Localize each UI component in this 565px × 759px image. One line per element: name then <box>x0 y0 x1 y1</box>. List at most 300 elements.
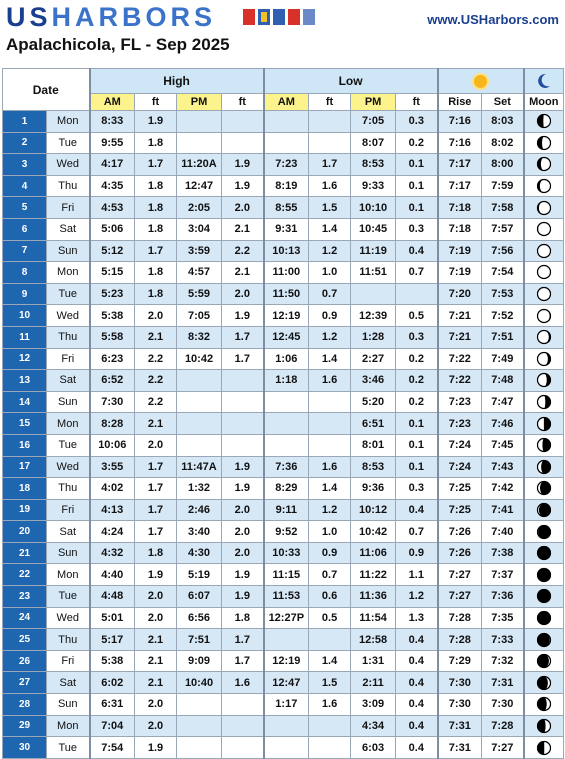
low-pm-height: 0.4 <box>396 499 438 521</box>
high-pm-time: 10:40 <box>177 672 222 694</box>
sunrise: 7:21 <box>438 305 482 327</box>
low-am-time: 11:50 <box>264 283 309 305</box>
moon-phase <box>524 521 564 543</box>
sun-icon <box>474 75 487 88</box>
table-row <box>3 132 564 154</box>
moon-phase <box>524 413 564 435</box>
low-pm-height: 0.1 <box>396 434 438 456</box>
high-am-time: 5:06 <box>90 218 135 240</box>
low-am-height: 1.6 <box>309 370 351 392</box>
day-number: 4 <box>3 175 47 197</box>
moon-phase-icon <box>536 221 552 237</box>
sunrise: 7:28 <box>438 629 482 651</box>
high-am-height: 1.8 <box>135 542 177 564</box>
day-number: 13 <box>3 370 47 392</box>
moon-phase <box>524 564 564 586</box>
low-am-height: 1.4 <box>309 478 351 500</box>
moon-phase-icon <box>536 653 552 669</box>
high-am-time: 5:38 <box>90 305 135 327</box>
high-am-time: 5:12 <box>90 240 135 262</box>
low-am-time: 7:36 <box>264 456 309 478</box>
table-row <box>3 456 564 478</box>
high-am-height: 1.9 <box>135 564 177 586</box>
low-am-time: 1:17 <box>264 694 309 716</box>
high-pm-time: 3:04 <box>177 218 222 240</box>
high-pm-height: 1.9 <box>222 456 264 478</box>
high-pm-height: 2.0 <box>222 521 264 543</box>
low-pm-time: 10:42 <box>351 521 396 543</box>
high-pm-height: 2.0 <box>222 197 264 219</box>
low-am-height: 0.7 <box>309 564 351 586</box>
high-pm-time <box>177 694 222 716</box>
day-of-week: Sun <box>47 694 90 716</box>
low-pm-height: 0.4 <box>396 694 438 716</box>
high-am-time: 6:02 <box>90 672 135 694</box>
sunrise: 7:16 <box>438 132 482 154</box>
low-am-time: 1:18 <box>264 370 309 392</box>
low-pm-height: 1.2 <box>396 586 438 608</box>
high-pm-time: 7:51 <box>177 629 222 651</box>
day-of-week: Sun <box>47 542 90 564</box>
sunset: 7:36 <box>482 586 524 608</box>
sunset: 7:46 <box>482 413 524 435</box>
moon-phase <box>524 370 564 392</box>
day-number: 6 <box>3 218 47 240</box>
high-am-time: 6:23 <box>90 348 135 370</box>
low-pm-height: 1.3 <box>396 607 438 629</box>
low-pm-time: 8:53 <box>351 456 396 478</box>
sunset: 7:47 <box>482 391 524 413</box>
high-am-time: 5:01 <box>90 607 135 629</box>
low-am-time <box>264 629 309 651</box>
low-am-height <box>309 413 351 435</box>
day-number: 21 <box>3 542 47 564</box>
low-pm-height: 0.4 <box>396 672 438 694</box>
moon-label-header: Moon <box>524 94 564 111</box>
moon-phase <box>524 650 564 672</box>
low-am-height: 1.2 <box>309 499 351 521</box>
day-number: 14 <box>3 391 47 413</box>
low-pm-time: 8:07 <box>351 132 396 154</box>
low-pm-height: 0.9 <box>396 542 438 564</box>
high-pm-height: 1.9 <box>222 305 264 327</box>
table-row <box>3 111 564 133</box>
low-am-height: 1.6 <box>309 694 351 716</box>
sunset: 7:31 <box>482 672 524 694</box>
high-pm-height: 2.2 <box>222 240 264 262</box>
low-am-time <box>264 715 309 737</box>
low-am-time: 8:55 <box>264 197 309 219</box>
day-number: 15 <box>3 413 47 435</box>
moon-phase-icon <box>536 740 552 756</box>
sunrise: 7:23 <box>438 413 482 435</box>
low-pm-height: 0.4 <box>396 240 438 262</box>
moon-phase <box>524 629 564 651</box>
moon-phase-icon <box>536 567 552 583</box>
high-am-time: 5:58 <box>90 326 135 348</box>
low-am-time: 11:15 <box>264 564 309 586</box>
sunset: 7:30 <box>482 694 524 716</box>
moon-phase <box>524 694 564 716</box>
high-pm-header: PM <box>177 94 222 111</box>
high-pm-time: 2:46 <box>177 499 222 521</box>
sunrise: 7:31 <box>438 715 482 737</box>
day-of-week: Fri <box>47 650 90 672</box>
moon-phase-icon <box>536 588 552 604</box>
high-am-height: 2.1 <box>135 672 177 694</box>
low-am-time <box>264 132 309 154</box>
low-am-time: 1:06 <box>264 348 309 370</box>
sunrise: 7:18 <box>438 218 482 240</box>
day-number: 7 <box>3 240 47 262</box>
low-pm-header: PM <box>351 94 396 111</box>
sunrise: 7:24 <box>438 456 482 478</box>
table-row <box>3 521 564 543</box>
day-number: 22 <box>3 564 47 586</box>
moon-phase-icon <box>536 243 552 259</box>
day-of-week: Sat <box>47 370 90 392</box>
sunset: 7:52 <box>482 305 524 327</box>
low-pm-time: 8:53 <box>351 154 396 176</box>
day-of-week: Sun <box>47 391 90 413</box>
low-pm-time: 11:06 <box>351 542 396 564</box>
day-number: 17 <box>3 456 47 478</box>
low-am-time <box>264 434 309 456</box>
low-pm-time: 5:20 <box>351 391 396 413</box>
day-number: 26 <box>3 650 47 672</box>
sunrise: 7:17 <box>438 175 482 197</box>
day-of-week: Tue <box>47 586 90 608</box>
table-row <box>3 694 564 716</box>
high-pm-time: 9:09 <box>177 650 222 672</box>
moon-phase <box>524 111 564 133</box>
high-am-height: 1.8 <box>135 218 177 240</box>
high-am-height: 2.0 <box>135 715 177 737</box>
low-pm-time <box>351 283 396 305</box>
moon-phase-icon <box>536 329 552 345</box>
sunset: 7:37 <box>482 564 524 586</box>
day-number: 12 <box>3 348 47 370</box>
moon-header <box>524 69 564 94</box>
high-pm-height: 1.7 <box>222 348 264 370</box>
high-am-time: 5:15 <box>90 262 135 284</box>
low-am-height: 1.6 <box>309 456 351 478</box>
moon-phase <box>524 262 564 284</box>
day-number: 19 <box>3 499 47 521</box>
sunset: 8:00 <box>482 154 524 176</box>
high-am-height: 1.8 <box>135 132 177 154</box>
sunrise: 7:23 <box>438 391 482 413</box>
crescent-moon-icon <box>537 73 551 89</box>
high-pm-time: 10:42 <box>177 348 222 370</box>
flag-2-icon <box>258 9 270 25</box>
day-number: 5 <box>3 197 47 219</box>
high-am-height: 2.0 <box>135 586 177 608</box>
table-row <box>3 542 564 564</box>
low-am-time: 10:13 <box>264 240 309 262</box>
low-pm-height: 0.7 <box>396 521 438 543</box>
low-am-height: 1.2 <box>309 326 351 348</box>
table-row <box>3 434 564 456</box>
moon-phase <box>524 586 564 608</box>
low-pm-time: 7:05 <box>351 111 396 133</box>
low-am-height <box>309 132 351 154</box>
high-am-height: 2.2 <box>135 370 177 392</box>
sunrise: 7:30 <box>438 672 482 694</box>
low-pm-time: 1:28 <box>351 326 396 348</box>
high-pm-height: 2.1 <box>222 262 264 284</box>
low-pm-time: 4:34 <box>351 715 396 737</box>
low-pm-height: 0.3 <box>396 478 438 500</box>
table-row <box>3 607 564 629</box>
high-am-height: 2.2 <box>135 391 177 413</box>
sunrise: 7:24 <box>438 434 482 456</box>
high-am-height: 2.0 <box>135 305 177 327</box>
sunset: 8:02 <box>482 132 524 154</box>
moon-phase-icon <box>536 718 552 734</box>
day-of-week: Tue <box>47 283 90 305</box>
low-pm-height: 0.5 <box>396 305 438 327</box>
day-number: 8 <box>3 262 47 284</box>
day-number: 2 <box>3 132 47 154</box>
sunrise: 7:19 <box>438 240 482 262</box>
day-number: 24 <box>3 607 47 629</box>
low-pm-height: 0.4 <box>396 650 438 672</box>
high-am-time: 4:02 <box>90 478 135 500</box>
high-pm-height: 1.9 <box>222 586 264 608</box>
high-pm-height: 2.0 <box>222 499 264 521</box>
moon-phase-icon <box>536 156 552 172</box>
moon-phase <box>524 672 564 694</box>
day-of-week: Fri <box>47 197 90 219</box>
high-pm-height: 1.7 <box>222 650 264 672</box>
low-pm-height: 0.1 <box>396 197 438 219</box>
high-pm-time: 3:40 <box>177 521 222 543</box>
low-pm-time: 11:36 <box>351 586 396 608</box>
website-link[interactable]: www.USHarbors.com <box>427 12 559 27</box>
sunset: 7:38 <box>482 542 524 564</box>
sunset: 7:43 <box>482 456 524 478</box>
high-pm-time: 5:19 <box>177 564 222 586</box>
high-pm-time: 11:20A <box>177 154 222 176</box>
moon-phase-icon <box>536 480 552 496</box>
sunrise: 7:22 <box>438 370 482 392</box>
flag-4-icon <box>288 9 300 25</box>
high-am-height: 1.7 <box>135 154 177 176</box>
table-row <box>3 175 564 197</box>
high-pm-height <box>222 370 264 392</box>
low-am-time: 8:19 <box>264 175 309 197</box>
sunset: 7:32 <box>482 650 524 672</box>
day-of-week: Tue <box>47 132 90 154</box>
sunrise: 7:30 <box>438 694 482 716</box>
high-pm-time <box>177 737 222 759</box>
low-am-time: 12:47 <box>264 672 309 694</box>
sunset: 7:49 <box>482 348 524 370</box>
high-pm-height: 2.1 <box>222 218 264 240</box>
low-pm-height: 0.7 <box>396 262 438 284</box>
high-pm-height: 1.6 <box>222 672 264 694</box>
high-am-time: 4:17 <box>90 154 135 176</box>
moon-phase-icon <box>536 264 552 280</box>
high-am-time: 4:53 <box>90 197 135 219</box>
moon-phase-icon <box>536 286 552 302</box>
high-am-height: 2.1 <box>135 629 177 651</box>
low-pm-height: 1.1 <box>396 564 438 586</box>
low-am-height: 1.7 <box>309 154 351 176</box>
high-pm-height <box>222 694 264 716</box>
sunrise: 7:25 <box>438 478 482 500</box>
high-am-time: 4:48 <box>90 586 135 608</box>
low-pm-height: 0.2 <box>396 370 438 392</box>
low-am-header: AM <box>264 94 309 111</box>
high-pm-height: 1.8 <box>222 607 264 629</box>
high-pm-ft-header: ft <box>222 94 264 111</box>
high-am-time: 10:06 <box>90 434 135 456</box>
table-row <box>3 283 564 305</box>
high-am-time: 4:40 <box>90 564 135 586</box>
high-pm-height <box>222 715 264 737</box>
moon-phase-icon <box>536 675 552 691</box>
day-of-week: Mon <box>47 564 90 586</box>
table-row <box>3 672 564 694</box>
day-of-week: Mon <box>47 413 90 435</box>
high-am-ft-header: ft <box>135 94 177 111</box>
sunrise: 7:26 <box>438 521 482 543</box>
low-pm-height: 0.1 <box>396 413 438 435</box>
day-of-week: Sun <box>47 240 90 262</box>
sunrise: 7:26 <box>438 542 482 564</box>
sunset: 7:59 <box>482 175 524 197</box>
moon-phase <box>524 478 564 500</box>
day-of-week: Fri <box>47 499 90 521</box>
moon-phase <box>524 456 564 478</box>
logo-harbors: HARBORS <box>51 2 217 32</box>
high-am-time: 8:33 <box>90 111 135 133</box>
table-row <box>3 326 564 348</box>
low-pm-time: 2:11 <box>351 672 396 694</box>
day-of-week: Tue <box>47 434 90 456</box>
day-of-week: Wed <box>47 456 90 478</box>
low-pm-time: 2:27 <box>351 348 396 370</box>
moon-phase-icon <box>536 394 552 410</box>
table-row <box>3 348 564 370</box>
sunset: 7:28 <box>482 715 524 737</box>
low-am-height: 1.6 <box>309 175 351 197</box>
low-pm-time: 11:51 <box>351 262 396 284</box>
low-pm-time: 10:10 <box>351 197 396 219</box>
moon-phase <box>524 240 564 262</box>
low-am-time: 11:00 <box>264 262 309 284</box>
high-pm-height: 1.9 <box>222 175 264 197</box>
moon-phase-icon <box>536 502 552 518</box>
high-am-height: 1.8 <box>135 283 177 305</box>
high-am-time: 5:17 <box>90 629 135 651</box>
low-am-height: 1.5 <box>309 197 351 219</box>
high-am-height: 1.8 <box>135 175 177 197</box>
low-am-ft-header: ft <box>309 94 351 111</box>
table-row <box>3 586 564 608</box>
high-pm-height: 2.0 <box>222 283 264 305</box>
day-number: 23 <box>3 586 47 608</box>
high-pm-time: 5:59 <box>177 283 222 305</box>
low-am-time: 8:29 <box>264 478 309 500</box>
sunset: 7:41 <box>482 499 524 521</box>
high-pm-time: 12:47 <box>177 175 222 197</box>
sunrise-header: Rise <box>438 94 482 111</box>
logo <box>6 2 216 33</box>
day-of-week: Fri <box>47 348 90 370</box>
moon-phase-icon <box>536 113 552 129</box>
moon-phase-icon <box>536 632 552 648</box>
sunrise: 7:21 <box>438 326 482 348</box>
moon-phase <box>524 434 564 456</box>
sunset: 7:42 <box>482 478 524 500</box>
high-am-height: 2.0 <box>135 607 177 629</box>
high-am-time: 8:28 <box>90 413 135 435</box>
table-row <box>3 305 564 327</box>
day-of-week: Mon <box>47 715 90 737</box>
low-pm-height: 0.1 <box>396 154 438 176</box>
flag-1-icon <box>243 9 255 25</box>
low-pm-time: 3:09 <box>351 694 396 716</box>
low-pm-time: 9:33 <box>351 175 396 197</box>
high-pm-time: 2:05 <box>177 197 222 219</box>
day-number: 3 <box>3 154 47 176</box>
high-am-height: 1.7 <box>135 456 177 478</box>
moon-phase-icon <box>536 459 552 475</box>
moon-phase <box>524 391 564 413</box>
moon-phase-icon <box>536 308 552 324</box>
sunset: 8:03 <box>482 111 524 133</box>
table-row <box>3 218 564 240</box>
low-am-time: 7:23 <box>264 154 309 176</box>
low-pm-height: 0.1 <box>396 456 438 478</box>
sunset: 7:57 <box>482 218 524 240</box>
tide-rows <box>3 111 564 759</box>
table-row <box>3 391 564 413</box>
sunset-header: Set <box>482 94 524 111</box>
sunset: 7:56 <box>482 240 524 262</box>
low-pm-height: 0.3 <box>396 326 438 348</box>
low-am-height: 0.9 <box>309 542 351 564</box>
moon-phase-icon <box>536 200 552 216</box>
sun-header <box>438 69 524 94</box>
moon-phase-icon <box>536 351 552 367</box>
table-row <box>3 564 564 586</box>
moon-lit-part <box>537 417 544 430</box>
high-pm-time: 11:47A <box>177 456 222 478</box>
day-of-week: Mon <box>47 262 90 284</box>
sunrise: 7:17 <box>438 154 482 176</box>
day-of-week: Thu <box>47 326 90 348</box>
high-am-header: AM <box>90 94 135 111</box>
sunset: 7:35 <box>482 607 524 629</box>
low-pm-time: 8:01 <box>351 434 396 456</box>
high-pm-time <box>177 370 222 392</box>
sunset: 7:53 <box>482 283 524 305</box>
day-of-week: Tue <box>47 737 90 759</box>
sunset: 7:51 <box>482 326 524 348</box>
high-pm-time <box>177 715 222 737</box>
high-pm-height: 1.7 <box>222 629 264 651</box>
low-am-height <box>309 737 351 759</box>
low-pm-height <box>396 283 438 305</box>
moon-phase <box>524 607 564 629</box>
moon-phase <box>524 326 564 348</box>
high-am-time: 3:55 <box>90 456 135 478</box>
sunrise: 7:18 <box>438 197 482 219</box>
